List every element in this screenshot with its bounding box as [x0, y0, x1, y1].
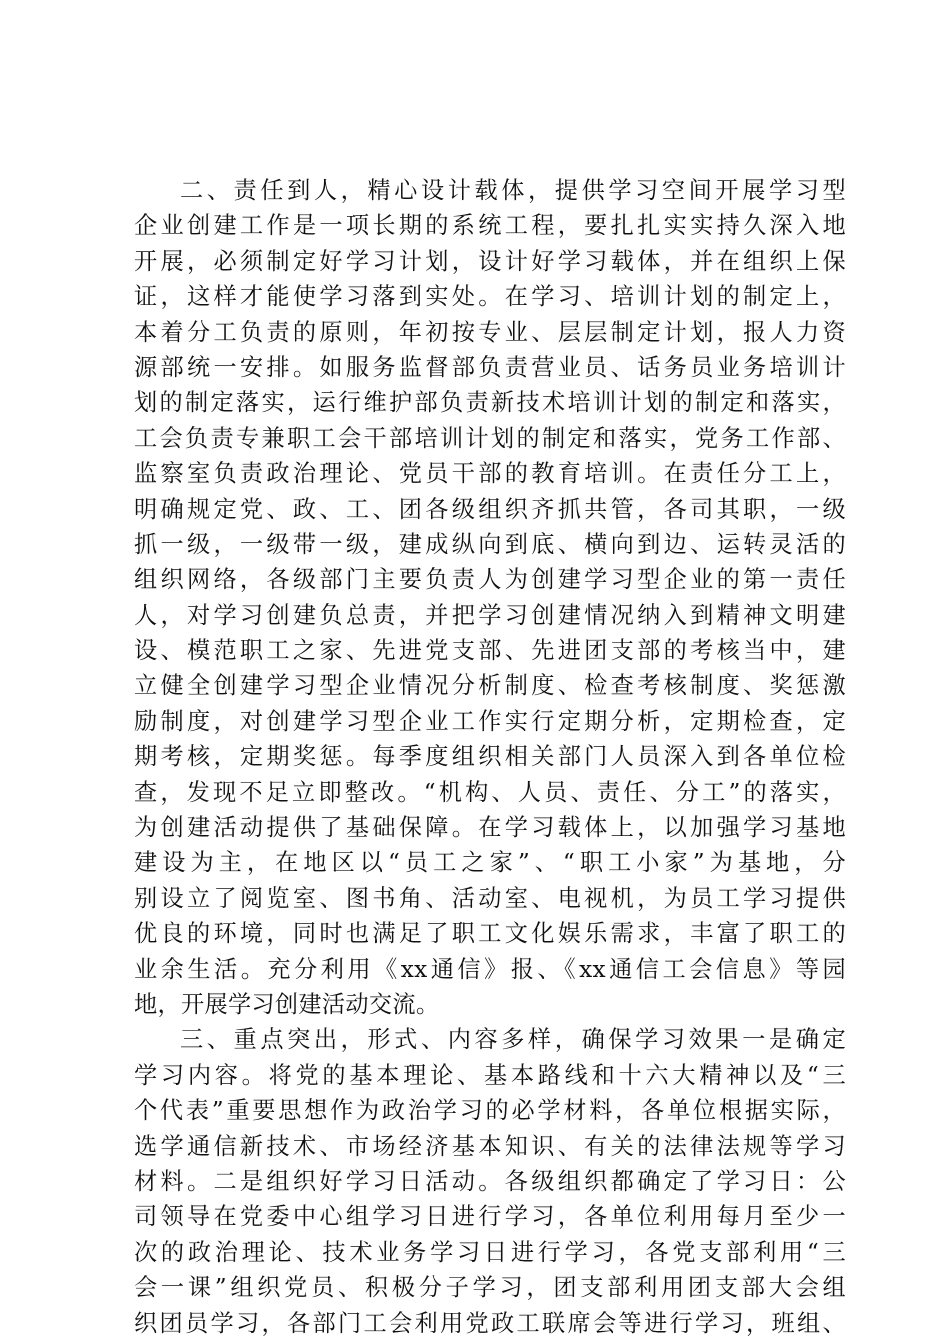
text-line: 为创建活动提供了基础保障。在学习载体上，以加强学习基地 [134, 814, 846, 842]
text-line: 优良的环境，同时也满足了职工文化娱乐需求，丰富了职工的 [134, 920, 846, 948]
text-line: 励制度，对创建学习型企业工作实行定期分析，定期检查，定 [134, 707, 846, 735]
text-line: 抓一级，一级带一级，建成纵向到底、横向到边、运转灵活的 [134, 530, 846, 558]
text-line: 选学通信新技术、市场经济基本知识、有关的法律法规等学习 [134, 1132, 846, 1160]
text-line: 会一课”组织党员、积极分子学习，团支部利用团支部大会组 [134, 1274, 846, 1302]
text-line: 材料。二是组织好学习日活动。各级组织都确定了学习日：公 [134, 1167, 846, 1195]
text-line: 三、重点突出，形式、内容多样，确保学习效果一是确定 [180, 1026, 846, 1054]
text-line: 二、责任到人，精心设计载体，提供学习空间开展学习型 [180, 177, 846, 204]
text-line: 个代表”重要思想作为政治学习的必学材料，各单位根据实际， [134, 1097, 846, 1125]
text-line: 司领导在党委中心组学习日进行学习，各单位利用每月至少一 [134, 1203, 846, 1231]
text-line: 业余生活。充分利用《xx通信》报、《xx通信工会信息》等园 [134, 955, 846, 983]
text-line: 监察室负责政治理论、党员干部的教育培训。在责任分工上， [134, 460, 846, 488]
text-line: 设、模范职工之家、先进党支部、先进团支部的考核当中，建 [134, 637, 846, 665]
text-line: 别设立了阅览室、图书角、活动室、电视机，为员工学习提供 [134, 884, 846, 912]
text-line: 次的政治理论、技术业务学习日进行学习，各党支部利用“三 [134, 1238, 846, 1266]
paragraph-section-3 [134, 1022, 846, 1341]
text-line: 证，这样才能使学习落到实处。在学习、培训计划的制定上， [134, 283, 846, 311]
text-line: 明确规定党、政、工、团各级组织齐抓共管，各司其职，一级 [134, 495, 846, 523]
text-line: 开展，必须制定好学习计划，设计好学习载体，并在组织上保 [134, 247, 846, 275]
text-line: 本着分工负责的原则，年初按专业、层层制定计划，报人力资 [134, 318, 846, 346]
text-line: 源部统一安排。如服务监督部负责营业员、话务员业务培训计 [134, 353, 846, 381]
text-line: 组织网络，各级部门主要负责人为创建学习型企业的第一责任 [134, 566, 846, 594]
text-line: 期考核，定期奖惩。每季度组织相关部门人员深入到各单位检 [134, 743, 846, 771]
body-text [134, 173, 846, 1341]
text-line: 织团员学习，各部门工会利用党政工联席会等进行学习，班组、 [134, 1309, 846, 1337]
text-line: 学习内容。将党的基本理论、基本路线和十六大精神以及“三 [134, 1061, 846, 1089]
text-line: 地，开展学习创建活动交流。 [134, 990, 440, 1018]
text-line: 建设为主，在地区以“员工之家”、“职工小家”为基地，分 [134, 849, 846, 877]
text-line: 人，对学习创建负总责，并把学习创建情况纳入到精神文明建 [134, 601, 846, 629]
text-line: 工会负责专兼职工会干部培训计划的制定和落实，党务工作部、 [134, 424, 846, 452]
text-line: 企业创建工作是一项长期的系统工程，要扎扎实实持久深入地 [134, 212, 846, 240]
text-line: 查，发现不足立即整改。“机构、人员、责任、分工”的落实， [134, 778, 846, 806]
paragraph-section-2 [134, 173, 846, 1022]
text-line: 划的制定落实，运行维护部负责新技术培训计划的制定和落实， [134, 389, 846, 417]
text-line: 立健全创建学习型企业情况分析制度、检查考核制度、奖惩激 [134, 672, 846, 700]
